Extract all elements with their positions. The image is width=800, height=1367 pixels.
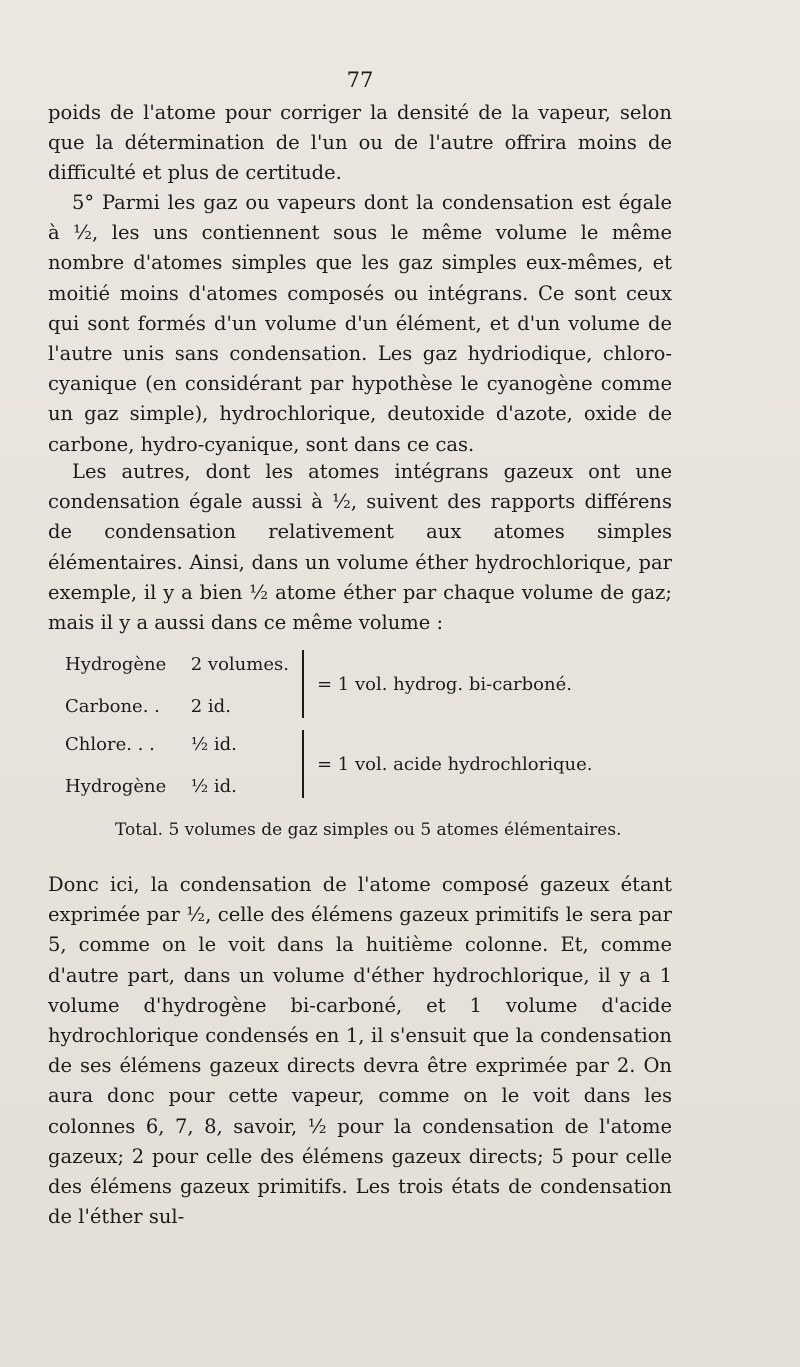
element-quantity: 2 volumes. (190, 654, 289, 675)
condensation-table (65, 650, 685, 802)
element-quantity: ½ id. (190, 776, 237, 797)
element-quantity: ½ id. (190, 734, 237, 755)
paragraph-2: 5° Parmi les gaz ou vapeurs dont la condensation est égale à ½, les uns contiennent sous le même volume le même nombre d'atomes simples que les gaz simples eux-mêmes, et moitié moins d'atomes composés ou intégrans. Ce sont ceux qui sont formés d'un volume d'un élément, et d'un volume de l'autre unis sans condensation. Les gaz hydriodique, chloro-cyanique (en considérant par hypothèse le cyanogène comme un gaz simple), hydrochlorique, deutoxide d'azote, oxide de carbone, hydro-cyanique, sont dans ce cas. (48, 191, 672, 456)
paragraph-4: Donc ici, la condensation de l'atome composé gazeux étant exprimée par ½, celle des élémens gazeux primitifs le sera par 5, comme on le voit dans la huitième colonne. Et, comme d'autre part, dans un volume d'éther hydrochlorique, il y a 1 volume d'hydrogène bi-carboné, et 1 volume d'acide hydrochlorique condensés en 1, il s'ensuit que la condensation de ses élémens gazeux directs devra être exprimée par 2. On aura donc pour cette vapeur, comme on le voit dans les colonnes 6, 7, 8, savoir, ½ pour la condensation de l'atome gazeux; 2 pour celle des élémens gazeux directs; 5 pour celle des élémens gazeux primitifs. Les trois états de condensation de l'éther sul- (48, 873, 672, 1229)
table-total: Total. 5 volumes de gaz simples ou 5 atomes élémentaires. (115, 820, 622, 840)
element-quantity: 2 id. (190, 696, 231, 717)
element-name: Hydrogène (65, 654, 167, 675)
page-number: 77 (346, 68, 374, 92)
group-result: = 1 vol. hydrog. bi-carboné. (317, 674, 572, 695)
table-group-hydrochloric (65, 730, 685, 802)
element-name: Carbone. . (65, 696, 160, 717)
group-result: = 1 vol. acide hydrochlorique. (317, 754, 593, 775)
element-name: Chlore. . . (65, 734, 155, 755)
table-group-bicarbonate (65, 650, 685, 722)
paragraph-3: Les autres, dont les atomes intégrans gazeux ont une condensation égale aussi à ½, suivent des rapports différens de condensation relativement aux atomes simples élémentaires. Ainsi, dans un volume éther hydrochlorique, par exemple, il y a bien ½ atome éther par chaque volume de gaz; mais il y a aussi dans ce même volume : (48, 460, 672, 635)
brace-divider (302, 650, 312, 718)
brace-divider (302, 730, 312, 798)
table-row (65, 652, 311, 678)
table-row (65, 694, 311, 720)
table-row (65, 774, 311, 800)
element-name: Hydrogène (65, 776, 167, 797)
paragraph-1: poids de l'atome pour corriger la densité de la vapeur, selon que la détermination de l'un ou de l'autre offrira moins de difficulté et plus de certitude. (48, 101, 672, 185)
table-row (65, 732, 311, 758)
